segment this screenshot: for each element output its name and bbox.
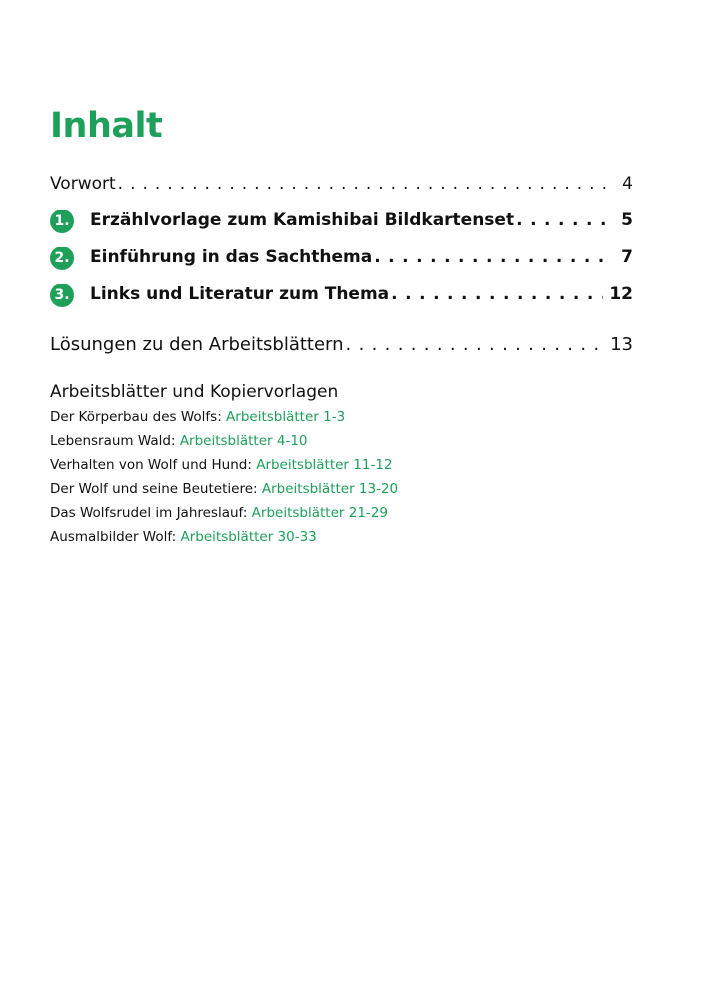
page-title: Inhalt bbox=[50, 106, 163, 146]
worksheet-topic: Der Körperbau des Wolfs: bbox=[50, 409, 222, 425]
worksheet-reference[interactable]: Arbeitsblätter 11-12 bbox=[256, 457, 393, 473]
worksheet-reference[interactable]: Arbeitsblätter 13-20 bbox=[261, 481, 399, 497]
worksheet-topic: Ausmalbilder Wolf: bbox=[50, 529, 177, 545]
toc-label: Einführung in das Sachthema bbox=[90, 247, 373, 267]
toc-entry-chapter-2[interactable] bbox=[50, 247, 633, 271]
worksheet-topic: Verhalten von Wolf und Hund: bbox=[50, 457, 252, 473]
worksheets-heading: Arbeitsblätter und Kopiervorlagen bbox=[50, 382, 339, 402]
toc-entry-vorwort[interactable] bbox=[50, 174, 633, 194]
worksheet-entry bbox=[50, 433, 308, 449]
worksheet-reference[interactable]: Arbeitsblätter 21-29 bbox=[251, 505, 388, 521]
toc-label: Links und Literatur zum Thema bbox=[90, 284, 390, 304]
worksheet-entry bbox=[50, 481, 398, 497]
dot-leader bbox=[516, 210, 609, 230]
toc-label: Lösungen zu den Arbeitsblättern bbox=[50, 334, 344, 355]
dot-leader bbox=[374, 247, 609, 267]
toc-entry-chapter-3[interactable] bbox=[50, 284, 633, 308]
chapter-number-badge: 2. bbox=[50, 247, 74, 270]
worksheet-reference[interactable]: Arbeitsblätter 4-10 bbox=[179, 433, 308, 449]
toc-page-number: 5 bbox=[621, 210, 633, 230]
worksheet-reference[interactable]: Arbeitsblätter 30-33 bbox=[180, 529, 317, 545]
worksheet-entry bbox=[50, 457, 393, 473]
toc-label: Vorwort bbox=[50, 174, 116, 194]
toc-page-number: 4 bbox=[622, 174, 633, 194]
worksheet-topic: Lebensraum Wald: bbox=[50, 433, 176, 449]
toc-page-number: 13 bbox=[610, 334, 633, 355]
dot-leader bbox=[118, 174, 609, 194]
toc-entry-loesungen[interactable] bbox=[50, 334, 633, 355]
toc-label: Erzählvorlage zum Kamishibai Bildkartenset bbox=[90, 210, 515, 230]
worksheet-topic: Der Wolf und seine Beutetiere: bbox=[50, 481, 258, 497]
dot-leader bbox=[391, 284, 603, 304]
chapter-number-badge: 1. bbox=[50, 210, 74, 233]
chapter-number-badge: 3. bbox=[50, 284, 74, 307]
toc-page-number: 7 bbox=[621, 247, 633, 267]
worksheet-reference[interactable]: Arbeitsblätter 1-3 bbox=[226, 409, 346, 425]
worksheet-topic: Das Wolfsrudel im Jahreslauf: bbox=[50, 505, 248, 521]
worksheet-entry bbox=[50, 505, 388, 521]
worksheet-entry bbox=[50, 409, 345, 425]
toc-page-number: 12 bbox=[609, 284, 633, 304]
worksheet-entry bbox=[50, 529, 317, 545]
dot-leader bbox=[346, 334, 605, 355]
toc-entry-chapter-1[interactable] bbox=[50, 210, 633, 234]
